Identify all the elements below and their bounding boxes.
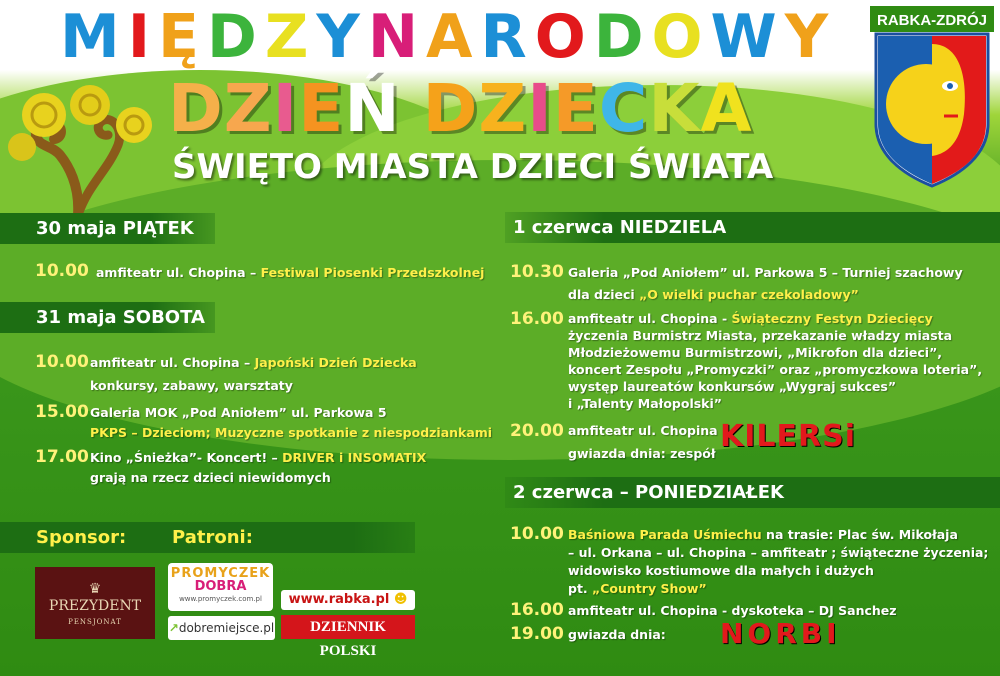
event-time: 19.00: [510, 624, 564, 644]
rabka-crest-icon: [868, 4, 996, 190]
title-main-letter: A: [700, 70, 753, 147]
title-top-letter: I: [127, 2, 159, 72]
smiley-icon: ☻: [389, 592, 408, 607]
day-label: 1 czerwca NIEDZIELA: [513, 217, 727, 238]
event-text: Galeria MOK „Pod Aniołem” ul. Parkowa 5: [90, 405, 387, 420]
title-main-letter: Z: [223, 70, 273, 147]
event-text: pt. „Country Show”: [568, 581, 707, 596]
dobremiejsce-logo: [168, 616, 275, 640]
event-text: amfiteatr ul. Chopina – Japoński Dzień Dziecka: [90, 355, 417, 370]
event-time: 20.00: [510, 421, 564, 441]
title-main-letter: C: [598, 70, 649, 147]
title-main-letter: E: [298, 70, 345, 147]
title-top: [60, 2, 836, 72]
sponsors-bar: [0, 522, 415, 553]
title-top-letter: R: [480, 2, 535, 72]
event-time: 15.00: [35, 402, 89, 422]
subtitle: ŚWIĘTO MIASTA DZIECI ŚWIATA: [172, 147, 774, 187]
title-top-letter: O: [534, 2, 594, 72]
title-top-letter: Z: [264, 2, 317, 72]
day-header-31-may: [0, 302, 215, 333]
crest-label: RABKA-ZDRÓJ: [877, 12, 987, 29]
event-text: Galeria „Pod Aniołem” ul. Parkowa 5 – Turniej szachowy: [568, 265, 963, 280]
title-top-letter: N: [367, 2, 427, 72]
promyczek-line2: DOBRA: [194, 579, 247, 594]
prezydent-name: PREZYDENT: [48, 598, 142, 614]
title-top-letter: Y: [316, 2, 368, 72]
title-top-letter: O: [651, 2, 711, 72]
title-main: [168, 70, 753, 147]
day-header-2-june: [505, 477, 1000, 508]
event-text: występ laureatów konkursów „Wygraj sukces”: [568, 379, 897, 394]
title-top-letter: M: [60, 2, 128, 72]
event-text: grają na rzecz dzieci niewidomych: [90, 470, 331, 485]
event-text: i „Talenty Małopolski”: [568, 396, 722, 411]
event-text: gwiazda dnia:: [568, 627, 666, 642]
title-main-letter: Ń: [344, 70, 401, 147]
title-top-letter: D: [207, 2, 265, 72]
title-main-letter: D: [422, 70, 479, 147]
day-label: 31 maja SOBOTA: [36, 307, 205, 328]
event-text: PKPS – Dzieciom; Muzyczne spotkanie z niespodziankami: [90, 425, 493, 440]
event-time: 10.30: [510, 262, 564, 282]
title-main-letter: E: [552, 70, 599, 147]
rabka-url: www.rabka.pl: [288, 592, 390, 607]
title-top-letter: A: [426, 2, 481, 72]
prezydent-logo: [35, 567, 155, 639]
promyczek-url: www.promyczek.com.pl: [179, 595, 262, 603]
event-text: Baśniowa Parada Uśmiechu na trasie: Plac św. Mikołaja: [568, 527, 958, 542]
event-text: – ul. Orkana – ul. Chopina – amfiteatr ; świąteczne życzenia;: [568, 545, 989, 560]
event-text: amfiteatr ul. Chopina - dyskoteka – DJ Sanchez: [568, 603, 897, 618]
title-top-letter: Y: [784, 2, 837, 72]
event-text: gwiazda dnia: zespół: [568, 446, 716, 461]
event-text: dla dzieci „O wielki puchar czekoladowy”: [568, 287, 859, 302]
event-time: 10.00: [35, 352, 89, 372]
event-text: Młodzieżowemu Burmistrzowi, „Mikrofon dla dzieci”,: [568, 345, 943, 360]
title-main-letter: K: [648, 70, 701, 147]
event-text: widowisko kostiumowe dla małych i dużych: [568, 563, 874, 578]
title-main-letter: I: [527, 70, 553, 147]
title-main-letter: Z: [478, 70, 528, 147]
crown-icon: ♛: [88, 581, 102, 597]
artist-norbi: NORBI: [720, 617, 841, 650]
dobremiejsce-text: dobremiejsce.pl: [178, 621, 275, 635]
tree-icon: [8, 85, 168, 215]
event-time: 16.00: [510, 600, 564, 620]
promyczek-line1: PROMYCZEK: [170, 566, 271, 581]
day-label: 30 maja PIĄTEK: [36, 218, 194, 239]
event-text: Kino „Śnieżka”- Koncert! – DRIVER i INSOMATIX: [90, 450, 427, 465]
event-time: 17.00: [35, 447, 89, 467]
sponsor-label: Sponsor:: [36, 527, 127, 548]
event-text: życzenia Burmistrz Miasta, przekazanie władzy miasta: [568, 328, 953, 343]
title-main-letter: D: [168, 70, 224, 147]
event-text: amfiteatr ul. Chopina - Świąteczny Festyn Dziecięcy: [568, 311, 933, 326]
rabka-pl-logo: [281, 590, 415, 610]
promyczek-logo: [168, 563, 273, 611]
patrons-label: Patroni:: [172, 527, 253, 548]
day-header-30-may: [0, 213, 215, 244]
event-text: amfiteatr ul. Chopina – Festiwal Piosenki Przedszkolnej: [96, 265, 485, 280]
event-time: 10.00: [510, 524, 564, 544]
event-text: konkursy, zabawy, warsztaty: [90, 378, 293, 393]
arrow-icon: ↗: [168, 621, 179, 635]
day-label: 2 czerwca – PONIEDZIAŁEK: [513, 482, 784, 503]
title-top-letter: W: [710, 2, 785, 72]
artist-kilersi: KILERSi: [720, 419, 857, 454]
day-header-1-june: [505, 212, 1000, 243]
prezydent-sub: PENSJONAT: [68, 618, 122, 626]
event-text: amfiteatr ul. Chopina: [568, 423, 718, 438]
title-top-letter: Ę: [158, 2, 208, 72]
event-text: koncert Zespołu „Promyczki” oraz „promyczkowa loteria”,: [568, 362, 983, 377]
dziennik-polski-logo: DZIENNIK POLSKI: [281, 615, 415, 639]
event-time: 10.00: [35, 261, 89, 281]
title-top-letter: D: [593, 2, 652, 72]
event-time: 16.00: [510, 309, 564, 329]
title-main-letter: I: [272, 70, 299, 147]
